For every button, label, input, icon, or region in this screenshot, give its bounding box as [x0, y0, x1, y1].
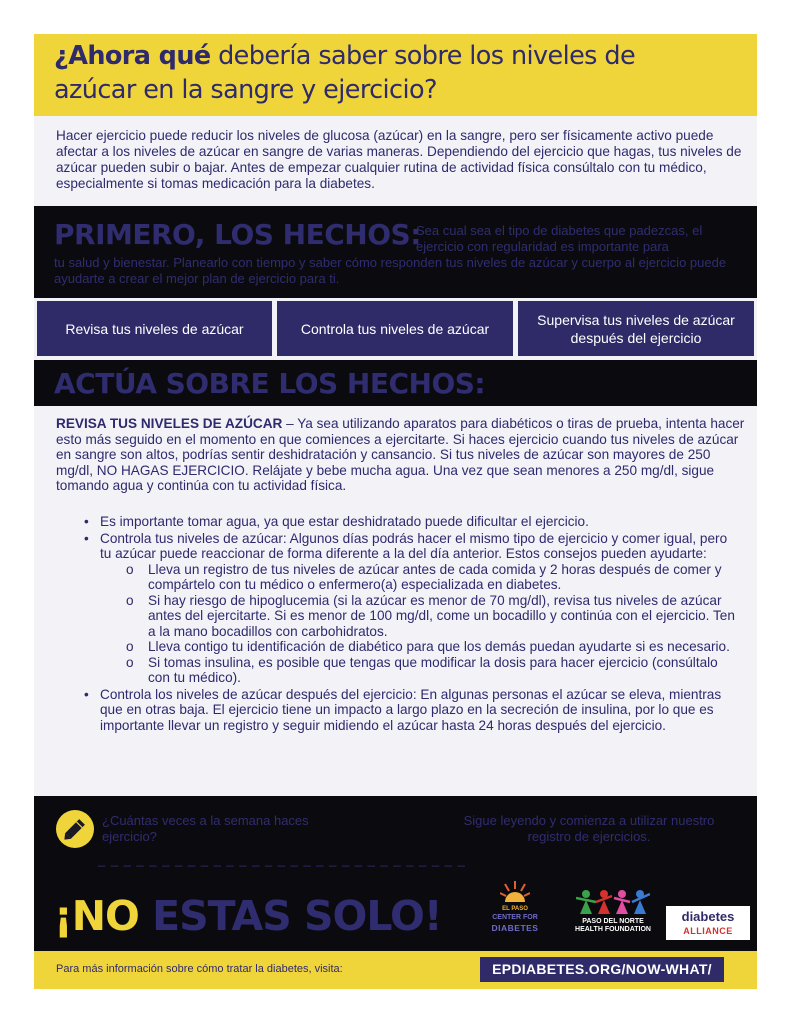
- website-link[interactable]: EPDIABETES.ORG/NOW-WHAT/: [480, 957, 724, 982]
- act-section: [34, 406, 757, 796]
- logo-text-line-2: HEALTH FOUNDATION: [575, 926, 651, 933]
- footer-band: [34, 951, 757, 989]
- paso-del-norte-logo: [564, 886, 662, 942]
- action-buttons-row: [34, 298, 757, 360]
- list-item: [80, 687, 740, 734]
- title-band: [34, 34, 757, 116]
- sub-list-item: o Si hay riesgo de hipoglucemia (si la azúcar es menor de 70 mg/dl), revisa tus niveles de azúcar antes del ejercitarte. Si es menor de 100 mg/dl, come un bocadillo y continúa con el ejercicio. Ten a la mano bocadillos con carbohidratos.: [100, 593, 740, 640]
- sun-icon: [500, 880, 530, 904]
- bullet-text: Controla tus niveles de azúcar: Algunos días podrás hacer el mismo tipo de ejercicio y comer igual, pero tu azúcar puede reaccionar de forma diferente a la del día anterior. Estos consejos pueden ayudarte:: [100, 530, 728, 561]
- el-paso-center-logo: [482, 880, 548, 944]
- facts-text-part-2: tu salud y bienestar. Planearlo con tiempo y saber cómo responden tus niveles de azúcar y cuerpo al ejercicio puede ayudarte a crear el mejor plan de ejercicio para ti.: [54, 255, 727, 286]
- slogan-prefix: ¡NO: [54, 892, 139, 940]
- sub-tips-list: [100, 562, 740, 686]
- page-title-line-2: azúcar en la sangre y ejercicio?: [54, 75, 437, 105]
- logo-text: [564, 918, 662, 934]
- act-paragraph: [56, 416, 746, 494]
- page-title-line-1: [54, 41, 636, 71]
- people-icon: [576, 886, 650, 916]
- logo-text: EL PASO: [502, 906, 528, 912]
- footer-text: Para más información sobre cómo tratar la diabetes, visita:: [56, 963, 343, 975]
- sub-list-item: o Lleva contigo tu identificación de diabético para que los demás puedan ayudarte si es necesario.: [100, 639, 740, 655]
- continue-reading-text: Sigue leyendo y comienza a utilizar nuestro registro de ejercicios.: [463, 813, 715, 844]
- monitor-after-exercise-button[interactable]: Supervisa tus niveles de azúcar después del ejercicio: [518, 301, 754, 356]
- facts-text-part-1: Sea cual sea el tipo de diabetes que padezcas, el ejercicio con regularidad es importante para: [416, 223, 703, 254]
- intro-section: [34, 116, 757, 206]
- check-sugar-button[interactable]: Revisa tus niveles de azúcar: [37, 301, 272, 356]
- control-sugar-button[interactable]: Controla tus niveles de azúcar: [277, 301, 513, 356]
- logo-text: diabetes: [681, 909, 735, 924]
- act-lead: REVISA TUS NIVELES DE AZÚCAR: [56, 416, 283, 431]
- slogan-rest: ESTAS SOLO!: [138, 892, 442, 940]
- sub-list-item: o Si tomas insulina, es posible que tengas que modificar la dosis para hacer ejercicio (consúltalo con tu médico).: [100, 655, 740, 686]
- logo-text: ALLIANCE: [683, 926, 733, 936]
- list-item: [80, 531, 740, 686]
- diabetes-alliance-logo: [666, 906, 750, 940]
- bullet-text: Es importante tomar agua, ya que estar deshidratado puede dificultar el ejercicio.: [100, 514, 589, 529]
- intro-paragraph: Hacer ejercicio puede reducir los niveles de glucosa (azúcar) en la sangre, pero ser físicamente activo puede afectar a los niveles de azúcar en sangre de varias maneras. Dependiendo del ejercicio que hagas, tus niveles de azúcar pueden subir o bajar. Antes de empezar cualquier rutina de actividad física consúltalo con tu médico, especialmente si tomas medicación para la diabetes.: [56, 128, 742, 191]
- tips-list: [80, 514, 740, 734]
- act-lead-text: – Ya sea utilizando aparatos para diabéticos o tiras de prueba, intenta hacer esto más seguido en el momento en que comiences a ejercitarte. Si haces ejercicio cuando tus niveles de azúcar en sangre son altos, podrías sentir deshidratación y cansancio. Si tus niveles de azúcar son mayores de 250 mg/dl, NO HAGAS EJERCICIO. Relájate y bebe mucha agua. Una vez que sean menores a 250 mg/dl, sigue tomando agua y continúa con tu actividad física.: [56, 416, 745, 493]
- logo-text: DIABETES: [491, 923, 539, 933]
- answer-line[interactable]: _ _ _ _ _ _ _ _ _ _ _ _ _ _ _ _ _ _ _ _ _ _ _ _ _ _ _ _ _: [98, 852, 466, 867]
- title-rest: debería saber sobre los niveles de: [210, 41, 636, 71]
- bullet-text: Controla los niveles de azúcar después del ejercicio: En algunas personas el azúcar se eleva, mientras que en otras baja. El ejercicio tiene un impacto a largo plazo en la secreción de insulina, por lo que es importante llevar un registro y seguir midiendo el azúcar hasta 24 horas después del ejercicio.: [100, 686, 722, 733]
- logo-text: CENTER FOR: [492, 914, 538, 921]
- slogan: [54, 892, 442, 940]
- list-item: [80, 514, 740, 530]
- pencil-icon: [56, 810, 94, 848]
- facts-heading: PRIMERO, LOS HECHOS:: [54, 218, 421, 251]
- exercise-frequency-question: ¿Cuántas veces a la semana haces ejercicio?: [102, 813, 309, 844]
- title-emphasis: ¿Ahora qué: [54, 41, 211, 71]
- logo-text-line-1: PASO DEL NORTE: [582, 918, 644, 925]
- flyer-page: [34, 34, 757, 989]
- sub-list-item: o Lleva un registro de tus niveles de azúcar antes de cada comida y 2 horas después de comer y compártelo con tu médico o enfermero(a) especializada en diabetes.: [100, 562, 740, 593]
- act-heading: ACTÚA SOBRE LOS HECHOS:: [54, 367, 486, 400]
